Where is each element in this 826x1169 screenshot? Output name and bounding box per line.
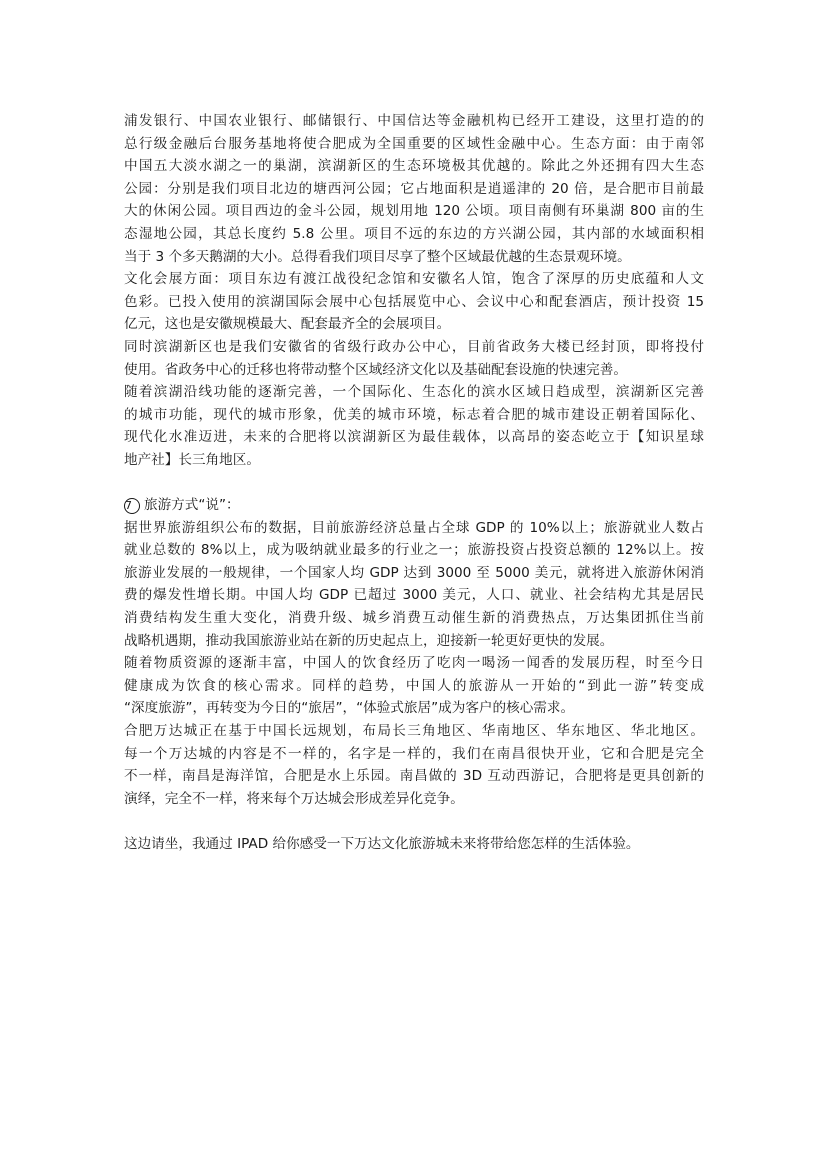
text-line: 地产社】长三角地区。 xyxy=(124,451,260,468)
paragraph-tourism-statistics xyxy=(124,517,704,653)
text-line: 现代化水准迈进，未来的合肥将以滨湖新区为最佳载体，以高昂的姿态屹立于【知识星球 xyxy=(124,429,704,446)
text-line: 中国五大淡水湖之一的巢湖，滨湖新区的生态环境极其优越的。除此之外还拥有四大生态 xyxy=(124,158,704,175)
text-line: 据世界旅游组织公布的数据，目前旅游经济总量占全球 GDP 的 10%以上；旅游就业人数占 xyxy=(124,519,704,536)
text-line: 旅游业发展的一般规律，一个国家人均 GDP 达到 3000 至 5000 美元，就将进入旅游休闲消 xyxy=(124,564,704,581)
text-line: 费的爆发性增长期。中国人均 GDP 已超过 3000 美元，人口、就业、社会结构尤其是居民 xyxy=(124,587,704,604)
text-line: 就业总数的 8%以上，成为吸纳就业最多的行业之一；旅游投资占投资总额的 12%以上。按 xyxy=(124,542,704,559)
paragraph-culture-exhibition xyxy=(124,268,704,336)
text-line: 公园：分别是我们项目北边的塘西河公园；它占地面积是逍遥津的 20 倍，是合肥市目前最 xyxy=(124,180,704,197)
text-line: 的城市功能，现代的城市形象，优美的城市环境，标志着合肥的城市建设正朝着国际化、 xyxy=(124,406,704,423)
text-line: 总行级金融后台服务基地将使合肥成为全国重要的区域性金融中心。生态方面：由于南邻 xyxy=(124,135,704,152)
section-heading xyxy=(124,494,704,517)
text-line: 健康成为饮食的核心需求。同样的趋势，中国人的旅游从一开始的“到此一游”转变成 xyxy=(124,677,704,694)
circled-number-marker: 7 xyxy=(124,498,140,514)
text-line: 随着滨湖沿线功能的逐渐完善，一个国际化、生态化的滨水区域日趋成型，滨湖新区完善 xyxy=(124,384,704,401)
paragraph-government-center xyxy=(124,336,704,381)
text-line: 使用。省政务中心的迁移也将带动整个区域经济文化以及基础配套设施的快速完善。 xyxy=(124,361,627,378)
section-heading-text: 旅游方式“说”： xyxy=(144,497,240,514)
text-line: 随着物质资源的逐渐丰富，中国人的饮食经历了吃肉一喝汤一闻香的发展历程，时至今日 xyxy=(124,655,704,672)
text-line: 战略机遇期，推动我国旅游业站在新的历史起点上，迎接新一轮更好更快的发展。 xyxy=(124,632,614,649)
text-line: 态湿地公园，其总长度约 5.8 公里。项目不远的东边的方兴湖公园，其内部的水域面积相 xyxy=(124,225,704,242)
text-line: 色彩。已投入使用的滨湖国际会展中心包括展览中心、会议中心和配套酒店，预计投资 15 xyxy=(124,293,704,310)
text-line: 消费结构发生重大变化，消费升级、城乡消费互动催生新的消费热点，万达集团抓住当前 xyxy=(124,610,704,627)
blank-line xyxy=(124,810,704,833)
text-line: 大的休闲公园。项目西边的金斗公园，规划用地 120 公顷。项目南侧有环巢湖 800 亩的生 xyxy=(124,203,704,220)
text-line: “深度旅游”，再转变为今日的“旅居”，“体验式旅居”成为客户的核心需求。 xyxy=(124,700,575,717)
document-page xyxy=(124,110,704,856)
text-line: 这边请坐，我通过 IPAD 给你感受一下万达文化旅游城未来将带给您怎样的生活体验。 xyxy=(124,836,640,852)
text-line: 不一样，南昌是海洋馆，合肥是水上乐园。南昌做的 3D 互动西游记，合肥将是更具创新的 xyxy=(124,768,704,785)
blank-line xyxy=(124,472,704,495)
text-line: 文化会展方面：项目东边有渡江战役纪念馆和安徽名人馆，饱含了深厚的历史底蕴和人文 xyxy=(124,271,704,288)
text-line: 合肥万达城正在基于中国长远规划，布局长三角地区、华南地区、华东地区、华北地区。 xyxy=(124,723,704,740)
text-line: 浦发银行、中国农业银行、邮储银行、中国信达等金融机构已经开工建设，这里打造的的 xyxy=(124,113,704,129)
text-line: 演绎，完全不一样，将来每个万达城会形成差异化竞争。 xyxy=(124,790,464,807)
paragraph-closing xyxy=(124,833,704,856)
text-line: 当于 3 个多天鹅湖的大小。总得看我们项目尽享了整个区域最优越的生态景观环境。 xyxy=(124,248,631,265)
paragraph-tourism-trend xyxy=(124,652,704,720)
text-line: 同时滨湖新区也是我们安徽省的省级行政办公中心，目前省政务大楼已经封顶，即将投付 xyxy=(124,338,704,355)
text-line: 每一个万达城的内容是不一样的，名字是一样的，我们在南昌很快开业，它和合肥是完全 xyxy=(124,745,704,762)
paragraph-finance-ecology xyxy=(124,110,704,268)
paragraph-binhu-development xyxy=(124,381,704,471)
text-line: 亿元，这也是安徽规模最大、配套最齐全的会展项目。 xyxy=(124,316,451,333)
paragraph-wanda-city xyxy=(124,720,704,810)
